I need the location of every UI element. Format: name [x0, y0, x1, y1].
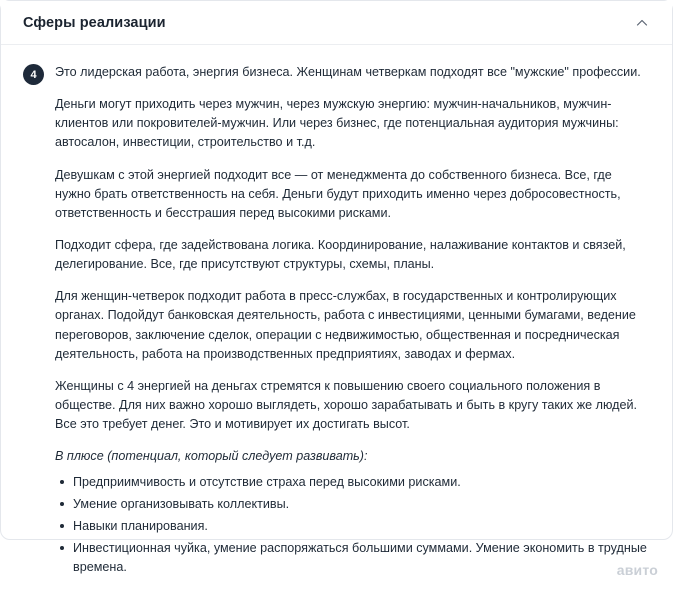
paragraph-2: Деньги могут приходить через мужчин, через мужскую энергию: мужчин-начальников, мужчин-клиентов или покровителей-мужчин. Или через бизнес, где потенциальная аудитория мужчины: автосалон, инвестиции, строительство и т.д. [55, 97, 619, 150]
list-item: Предприимчивость и отсутствие страха перед высокими рисками. [73, 473, 650, 492]
chevron-up-icon[interactable] [632, 13, 652, 33]
page-title: Сферы реализации [23, 14, 166, 31]
status-badge: 4 [23, 64, 44, 85]
card-body [1, 45, 672, 590]
card-header [1, 1, 672, 45]
paragraph-3: Девушкам с этой энергией подходит все — от менеджмента до собственного бизнеса. Все, где нужно брать ответственность на себя. Деньги будут приходить именно через добросовестность, ответственность и бесстрашия перед высокими рисками. [55, 167, 621, 220]
list-item: Инвестиционная чуйка, умение распоряжаться большими суммами. Умение экономить в трудные времена. [73, 539, 650, 577]
paragraph-1: Это лидерская работа, энергия бизнеса. Женщинам четверкам подходят все "мужские" профессии. [55, 65, 641, 79]
paragraph-6: Женщины с 4 энергией на деньгах стремятся к повышению своего социального положения в обществе. Для них важно хорошо выглядеть, хорошо зарабатывать и быть в кругу таких же людей. Все это требует денег. Это и мотивирует их достигать высот. [55, 378, 638, 432]
plus-bullet-list [23, 473, 650, 576]
paragraph-4: Подходит сфера, где задействована логика. Координирование, налаживание контактов и связей, делегирование. Все, где присутствуют структуры, схемы, планы. [55, 237, 626, 272]
paragraph-5: Для женщин-четверок подходит работа в пресс-службах, в государственных и контролирующих органах. Подойдут банковская деятельность, работа с инвестициями, ценными бумагами, ведение переговоров, заключение сделок, операции с недвижимостью, общественная и посредническая деятельность, работа на производственных предприятиях, заводах и фермах. [55, 289, 636, 361]
intro-row [23, 63, 650, 95]
plus-section-heading: В плюсе (потенциал, который следует развивать): [55, 449, 368, 464]
list-item: Навыки планирования. [73, 517, 650, 536]
list-item: Умение организовывать коллективы. [73, 495, 650, 514]
watermark: авито [616, 561, 658, 578]
